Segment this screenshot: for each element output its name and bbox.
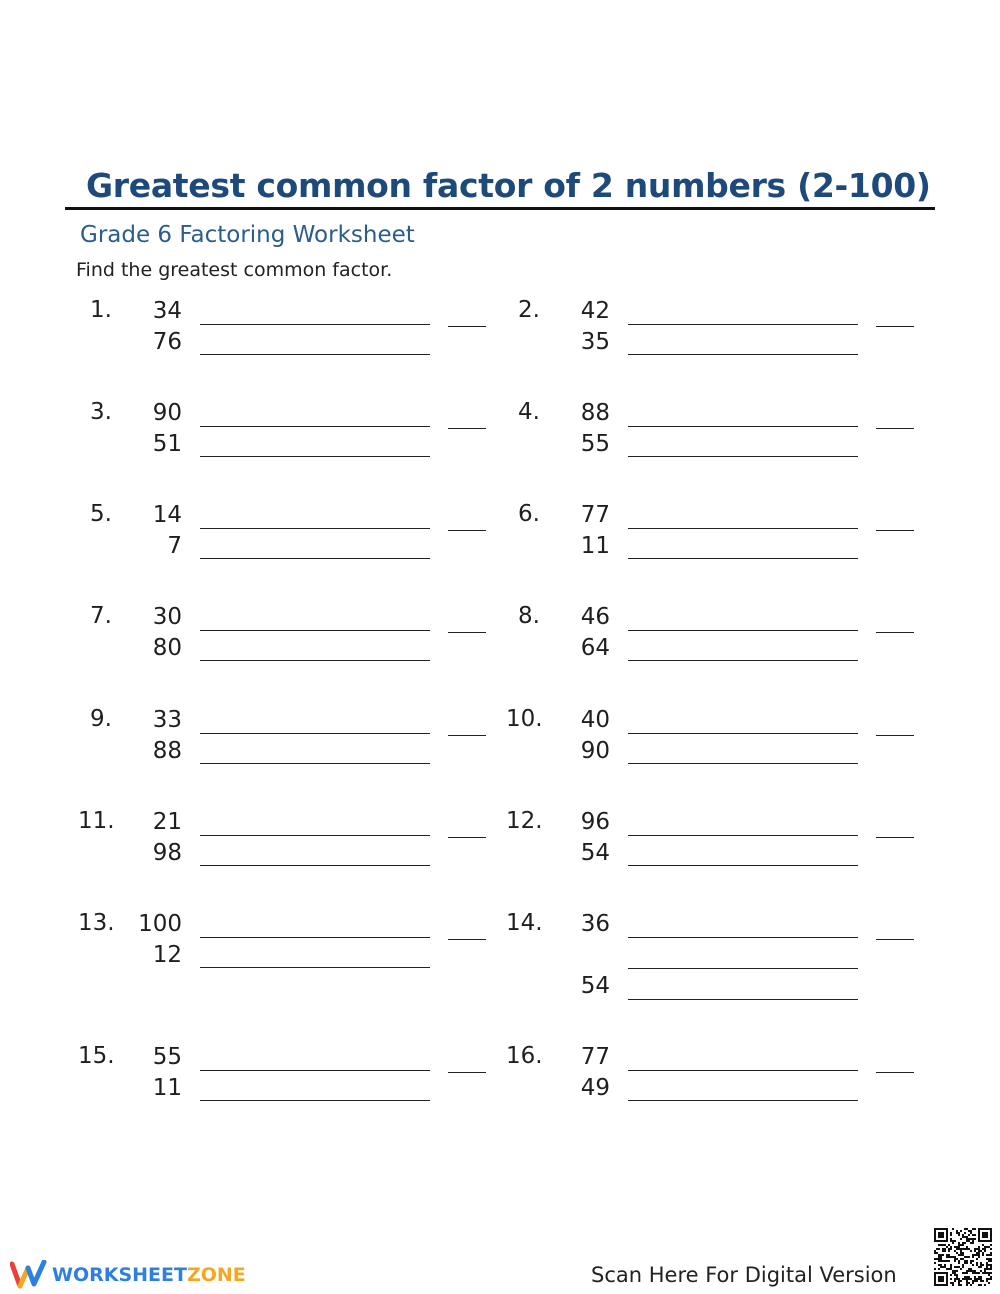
answer-blank[interactable]: [448, 1072, 486, 1073]
work-line[interactable]: [200, 937, 430, 938]
problem-number: 14.: [506, 910, 543, 936]
work-line[interactable]: [628, 456, 858, 457]
work-line[interactable]: [200, 1100, 430, 1101]
work-line[interactable]: [200, 324, 430, 325]
problem-number: 9.: [90, 706, 112, 732]
first-number: 46: [580, 604, 610, 630]
work-line[interactable]: [200, 733, 430, 734]
work-line[interactable]: [200, 660, 430, 661]
answer-blank[interactable]: [448, 939, 486, 940]
logo-check-icon: [10, 1260, 48, 1290]
first-number: 77: [580, 502, 610, 528]
answer-blank[interactable]: [876, 428, 914, 429]
title-divider: [65, 207, 935, 210]
second-number: 64: [580, 635, 610, 661]
second-number: 7: [167, 533, 182, 559]
first-number: 77: [580, 1044, 610, 1070]
problem-2: [506, 296, 936, 396]
answer-blank[interactable]: [876, 735, 914, 736]
logo-word-zone: ZONE: [186, 1264, 246, 1286]
first-number: 42: [580, 298, 610, 324]
answer-blank[interactable]: [876, 530, 914, 531]
work-line[interactable]: [628, 630, 858, 631]
problem-13: [78, 909, 508, 1009]
first-number: 40: [580, 707, 610, 733]
problem-number: 13.: [78, 910, 115, 936]
work-line[interactable]: [628, 999, 858, 1000]
answer-blank[interactable]: [876, 1072, 914, 1073]
work-line[interactable]: [628, 660, 858, 661]
work-line[interactable]: [628, 1100, 858, 1101]
logo-word-worksheet: WORKSHEET: [52, 1264, 187, 1286]
work-line[interactable]: [628, 1070, 858, 1071]
second-number: 54: [580, 840, 610, 866]
first-number: 55: [152, 1044, 182, 1070]
answer-blank[interactable]: [448, 428, 486, 429]
work-line[interactable]: [628, 835, 858, 836]
answer-blank[interactable]: [448, 837, 486, 838]
problem-9: [78, 705, 508, 805]
problem-number: 16.: [506, 1043, 543, 1069]
work-line[interactable]: [200, 835, 430, 836]
second-number: 80: [152, 635, 182, 661]
work-line[interactable]: [628, 324, 858, 325]
second-number: 12: [152, 942, 182, 968]
problem-number: 5.: [90, 501, 112, 527]
answer-blank[interactable]: [448, 735, 486, 736]
second-number: 11: [580, 533, 610, 559]
work-line[interactable]: [200, 456, 430, 457]
first-number: 90: [152, 400, 182, 426]
second-number: 98: [152, 840, 182, 866]
problem-number: 3.: [90, 399, 112, 425]
work-line[interactable]: [628, 763, 858, 764]
work-line[interactable]: [200, 528, 430, 529]
second-number: 51: [152, 431, 182, 457]
answer-blank[interactable]: [448, 632, 486, 633]
work-line[interactable]: [628, 426, 858, 427]
problem-10: [506, 705, 936, 805]
problem-5: [78, 500, 508, 600]
second-number: 35: [580, 329, 610, 355]
problem-number: 11.: [78, 808, 115, 834]
qr-code-icon[interactable]: [934, 1228, 992, 1286]
second-number: 88: [152, 738, 182, 764]
answer-blank[interactable]: [876, 326, 914, 327]
first-number: 14: [152, 502, 182, 528]
work-line[interactable]: [200, 763, 430, 764]
work-line[interactable]: [628, 733, 858, 734]
problem-number: 6.: [518, 501, 540, 527]
first-number: 36: [580, 911, 610, 937]
second-number: 90: [580, 738, 610, 764]
work-line[interactable]: [200, 354, 430, 355]
first-number: 30: [152, 604, 182, 630]
work-line[interactable]: [628, 528, 858, 529]
instructions: Find the greatest common factor.: [76, 259, 393, 281]
work-line[interactable]: [200, 426, 430, 427]
problem-14: [506, 909, 936, 1009]
problem-16: [506, 1042, 936, 1142]
second-number: 11: [152, 1075, 182, 1101]
problem-number: 10.: [506, 706, 543, 732]
problem-3: [78, 398, 508, 498]
problem-7: [78, 602, 508, 702]
answer-blank[interactable]: [876, 632, 914, 633]
answer-blank[interactable]: [876, 837, 914, 838]
problem-number: 8.: [518, 603, 540, 629]
second-number: 49: [580, 1075, 610, 1101]
worksheet-title: Greatest common factor of 2 numbers (2-100): [86, 166, 931, 205]
work-line[interactable]: [200, 865, 430, 866]
work-line[interactable]: [628, 865, 858, 866]
problem-11: [78, 807, 508, 907]
problem-number: 4.: [518, 399, 540, 425]
work-line[interactable]: [628, 937, 858, 938]
problem-number: 1.: [90, 297, 112, 323]
problem-8: [506, 602, 936, 702]
problem-4: [506, 398, 936, 498]
work-line[interactable]: [628, 558, 858, 559]
second-number: 76: [152, 329, 182, 355]
answer-blank[interactable]: [448, 326, 486, 327]
answer-blank[interactable]: [876, 939, 914, 940]
problem-6: [506, 500, 936, 600]
second-number: 54: [580, 973, 610, 999]
second-number: 55: [580, 431, 610, 457]
problem-number: 2.: [518, 297, 540, 323]
work-line[interactable]: [628, 354, 858, 355]
work-line[interactable]: [200, 967, 430, 968]
first-number: 34: [152, 298, 182, 324]
problem-number: 12.: [506, 808, 543, 834]
work-line[interactable]: [200, 558, 430, 559]
worksheet-subtitle: Grade 6 Factoring Worksheet: [80, 222, 415, 248]
first-number: 100: [138, 911, 182, 937]
problem-15: [78, 1042, 508, 1142]
work-line[interactable]: [628, 968, 858, 969]
problem-12: [506, 807, 936, 907]
answer-blank[interactable]: [448, 530, 486, 531]
first-number: 96: [580, 809, 610, 835]
first-number: 88: [580, 400, 610, 426]
scan-caption: Scan Here For Digital Version: [591, 1263, 897, 1287]
work-line[interactable]: [200, 630, 430, 631]
work-line[interactable]: [200, 1070, 430, 1071]
first-number: 33: [152, 707, 182, 733]
first-number: 21: [152, 809, 182, 835]
problem-number: 15.: [78, 1043, 115, 1069]
problem-number: 7.: [90, 603, 112, 629]
logo-wordmark: [52, 1264, 246, 1286]
problem-1: [78, 296, 508, 396]
